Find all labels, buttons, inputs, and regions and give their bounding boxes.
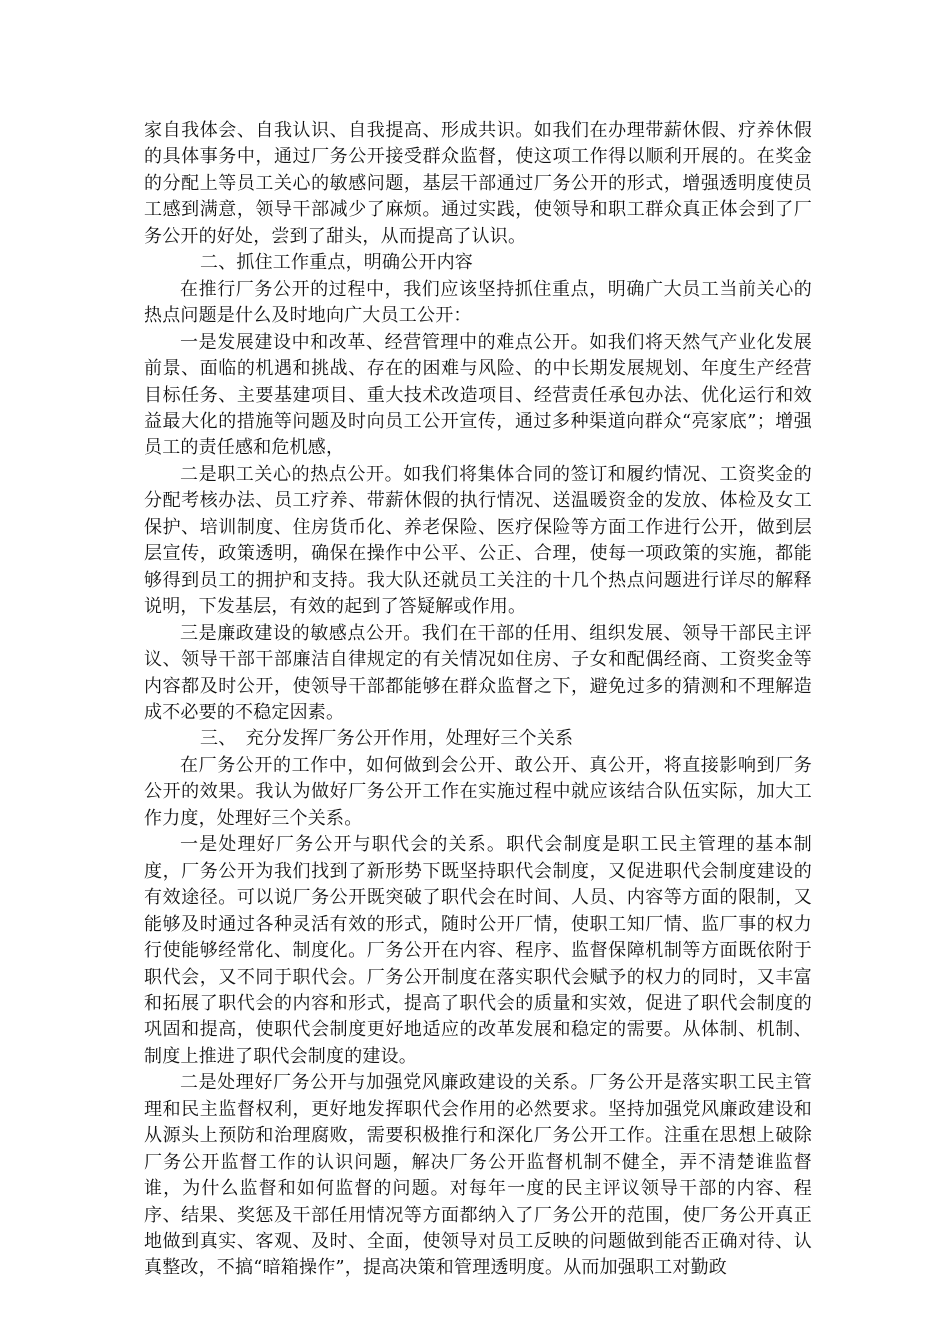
paragraph: 一是发展建设中和改革、经营管理中的难点公开。如我们将天然气产业化发展前景、面临的机遇和挑战、存在的困难与风险、的中长期发展规划、年度生产经营目标任务、主要基建项目、重大技术改造项目、经营责任承包办法、优化运行和效益最大化的措施等问题及时向员工公开宣传，通过多种渠道向群众“亮家底”；增强员工的责任感和危机感，	[144, 331, 812, 459]
paragraph-continuation: 家自我体会、自我认识、自我提高、形成共识。如我们在办理带薪休假、疗养休假的具体事务中，通过厂务公开接受群众监督，使这项工作得以顺利开展的。在奖金的分配上等员工关心的敏感问题，基层干部通过厂务公开的形式，增强透明度使员工感到满意，领导干部减少了麻烦。通过实践，使领导和职工群众真正体会到了厂务公开的好处，尝到了甜头，从而提高了认识。	[144, 120, 812, 247]
section-heading-3: 三、 充分发挥厂务公开作用，处理好三个关系	[200, 728, 574, 750]
paragraph: 在推行厂务公开的过程中，我们应该坚持抓住重点，明确广大员工当前关心的热点问题是什么及时地向广大员工公开：	[144, 278, 812, 327]
paragraph: 一是处理好厂务公开与职代会的关系。职代会制度是职工民主管理的基本制度，厂务公开为我们找到了新形势下既坚持职代会制度，又促进职代会制度建设的有效途径。可以说厂务公开既突破了职代会在时间、人员、内容等方面的限制，又能够及时通过各种灵活有效的形式，随时公开厂情，使职工知厂情、监厂事的权力行使能够经常化、制度化。厂务公开在内容、程序、监督保障机制等方面既依附于职代会，又不同于职代会。厂务公开制度在落实职代会赋予的权力的同时，又丰富和拓展了职代会的内容和形式，提高了职代会的质量和实效，促进了职代会制度的巩固和提高，使职代会制度更好地适应的改革发展和稳定的需要。从体制、机制、制度上推进了职代会制度的建设。	[144, 834, 812, 1067]
document-body	[144, 118, 812, 1282]
paragraph: 在厂务公开的工作中，如何做到会公开、敢公开、真公开，将直接影响到厂务公开的效果。我认为做好厂务公开工作在实施过程中就应该结合队伍实际，加大工作力度，处理好三个关系。	[144, 754, 812, 829]
paragraph: 三是廉政建设的敏感点公开。我们在干部的任用、组织发展、领导干部民主评议、领导干部干部廉洁自律规定的有关情况如住房、子女和配偶经商、工资奖金等内容都及时公开，使领导干部都能够在群众监督之下，避免过多的猜测和不理解造成不必要的不稳定因素。	[144, 622, 812, 723]
paragraph: 二是处理好厂务公开与加强党风廉政建设的关系。厂务公开是落实职工民主管理和民主监督权利，更好地发挥职代会作用的必然要求。坚持加强党风廉政建设和从源头上预防和治理腐败，需要积极推行和深化厂务公开工作。注重在思想上破除厂务公开监督工作的认识问题，解决厂务公开监督机制不健全，弄不清楚谁监督谁，为什么监督和如何监督的问题。对每年一度的民主评议领导干部的内容、程序、结果、奖惩及干部任用情况等方面都纳入了厂务公开的范围，使厂务公开真正地做到真实、客观、及时、全面，使领导对员工反映的问题做到能否正确对待、认真整改，不搞“暗箱操作”，提高决策和管理透明度。从而加强职工对勤政	[144, 1072, 812, 1279]
paragraph: 二是职工关心的热点公开。如我们将集体合同的签订和履约情况、工资奖金的分配考核办法、员工疗养、带薪休假的执行情况、送温暖资金的发放、体检及女工保护、培训制度、住房货币化、养老保险、医疗保险等方面工作进行公开，做到层层宣传，政策透明，确保在操作中公平、公正、合理，使每一项政策的实施，都能够得到员工的拥护和支持。我大队还就员工关注的十几个热点问题进行详尽的解释说明，下发基层，有效的起到了答疑解或作用。	[144, 463, 812, 618]
section-heading-2: 二、抓住工作重点，明确公开内容	[200, 252, 473, 274]
